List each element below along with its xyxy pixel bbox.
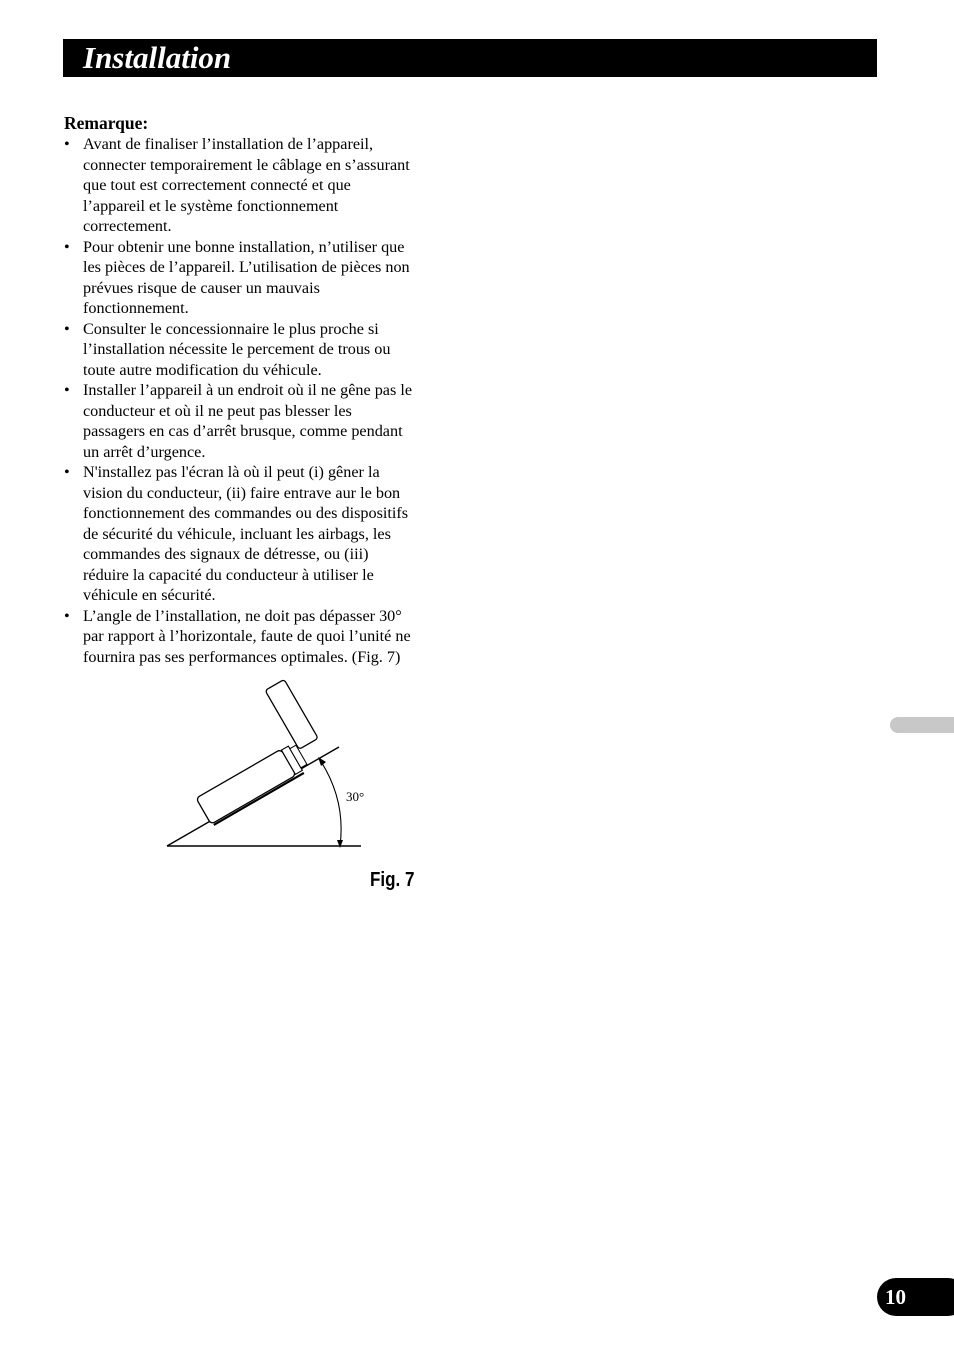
item-line: fonctionnement. xyxy=(83,299,189,317)
item-line: N'installez pas l'écran là où il peut (i) gêner la xyxy=(83,463,380,481)
item-line: conducteur et où il ne peut pas blesser les xyxy=(83,401,352,420)
item-line: toute autre modification du véhicule. xyxy=(83,360,322,379)
arc-arrowhead xyxy=(318,757,326,766)
note-section xyxy=(64,112,459,667)
item-line: fonctionnement des commandes ou des dispositifs xyxy=(83,504,409,522)
bullet: • xyxy=(64,381,70,399)
bullet: • xyxy=(64,237,70,256)
item-line: l’installation nécessite le percement de trous ou xyxy=(83,340,391,358)
item-line: réduire la capacité du conducteur à utiliser le xyxy=(83,565,374,584)
bullet: • xyxy=(64,463,70,481)
item-line: les pièces de l’appareil. L’utilisation de pièces non xyxy=(83,258,410,276)
list-item xyxy=(64,134,459,237)
item-line: L’angle de l’installation, ne doit pas dépasser 30° xyxy=(83,606,402,625)
item-line: de sécurité du véhicule, incluant les airbags, les xyxy=(83,524,391,543)
item-line: Pour obtenir une bonne installation, n’utiliser que xyxy=(83,237,405,256)
item-line: correctement. xyxy=(83,217,172,235)
item-line: que tout est correctement connecté et que xyxy=(83,176,351,194)
angle-arc xyxy=(320,760,341,846)
side-section-tab xyxy=(890,717,954,733)
page-number: 10 xyxy=(885,1285,906,1309)
item-line: l’appareil et le système fonctionnement xyxy=(83,196,339,215)
header-bar xyxy=(63,39,877,77)
angle-label: 30° xyxy=(346,789,365,804)
item-line: Avant de finaliser l’installation de l’appareil, xyxy=(83,135,374,153)
figure-caption: Fig. 7 xyxy=(370,869,415,891)
list-item xyxy=(64,319,459,381)
page-number-badge xyxy=(877,1278,954,1316)
list-item xyxy=(64,462,459,606)
note-heading: Remarque: xyxy=(64,113,149,133)
installation-angle-figure xyxy=(160,675,380,855)
item-line: Consulter le concessionnaire le plus proche si xyxy=(83,319,379,338)
item-line: passagers en cas d’arrêt brusque, comme pendant xyxy=(83,422,403,440)
bullet: • xyxy=(64,319,70,338)
item-line: Installer l’appareil à un endroit où il ne gêne pas le xyxy=(83,381,413,399)
note-list xyxy=(64,134,459,667)
bullet: • xyxy=(64,135,70,153)
page-title: Installation xyxy=(83,40,232,75)
item-line: par rapport à l’horizontale, faute de quoi l’unité ne xyxy=(83,627,411,645)
list-item xyxy=(64,237,459,319)
list-item xyxy=(64,380,459,462)
item-line: commandes des signaux de détresse, ou (iii) xyxy=(83,545,369,563)
item-line: vision du conducteur, (ii) faire entrave aur le bon xyxy=(83,483,401,502)
bullet: • xyxy=(64,606,70,625)
item-line: véhicule en sécurité. xyxy=(83,586,216,604)
item-line: connecter temporairement le câblage en s’assurant xyxy=(83,155,410,174)
item-line: prévues risque de causer un mauvais xyxy=(83,278,320,297)
display-panel xyxy=(265,679,318,749)
device-unit xyxy=(196,742,310,826)
item-line: fournira pas ses performances optimales. (Fig. 7) xyxy=(83,647,401,666)
list-item xyxy=(64,606,459,668)
item-line: un arrêt d’urgence. xyxy=(83,442,206,461)
